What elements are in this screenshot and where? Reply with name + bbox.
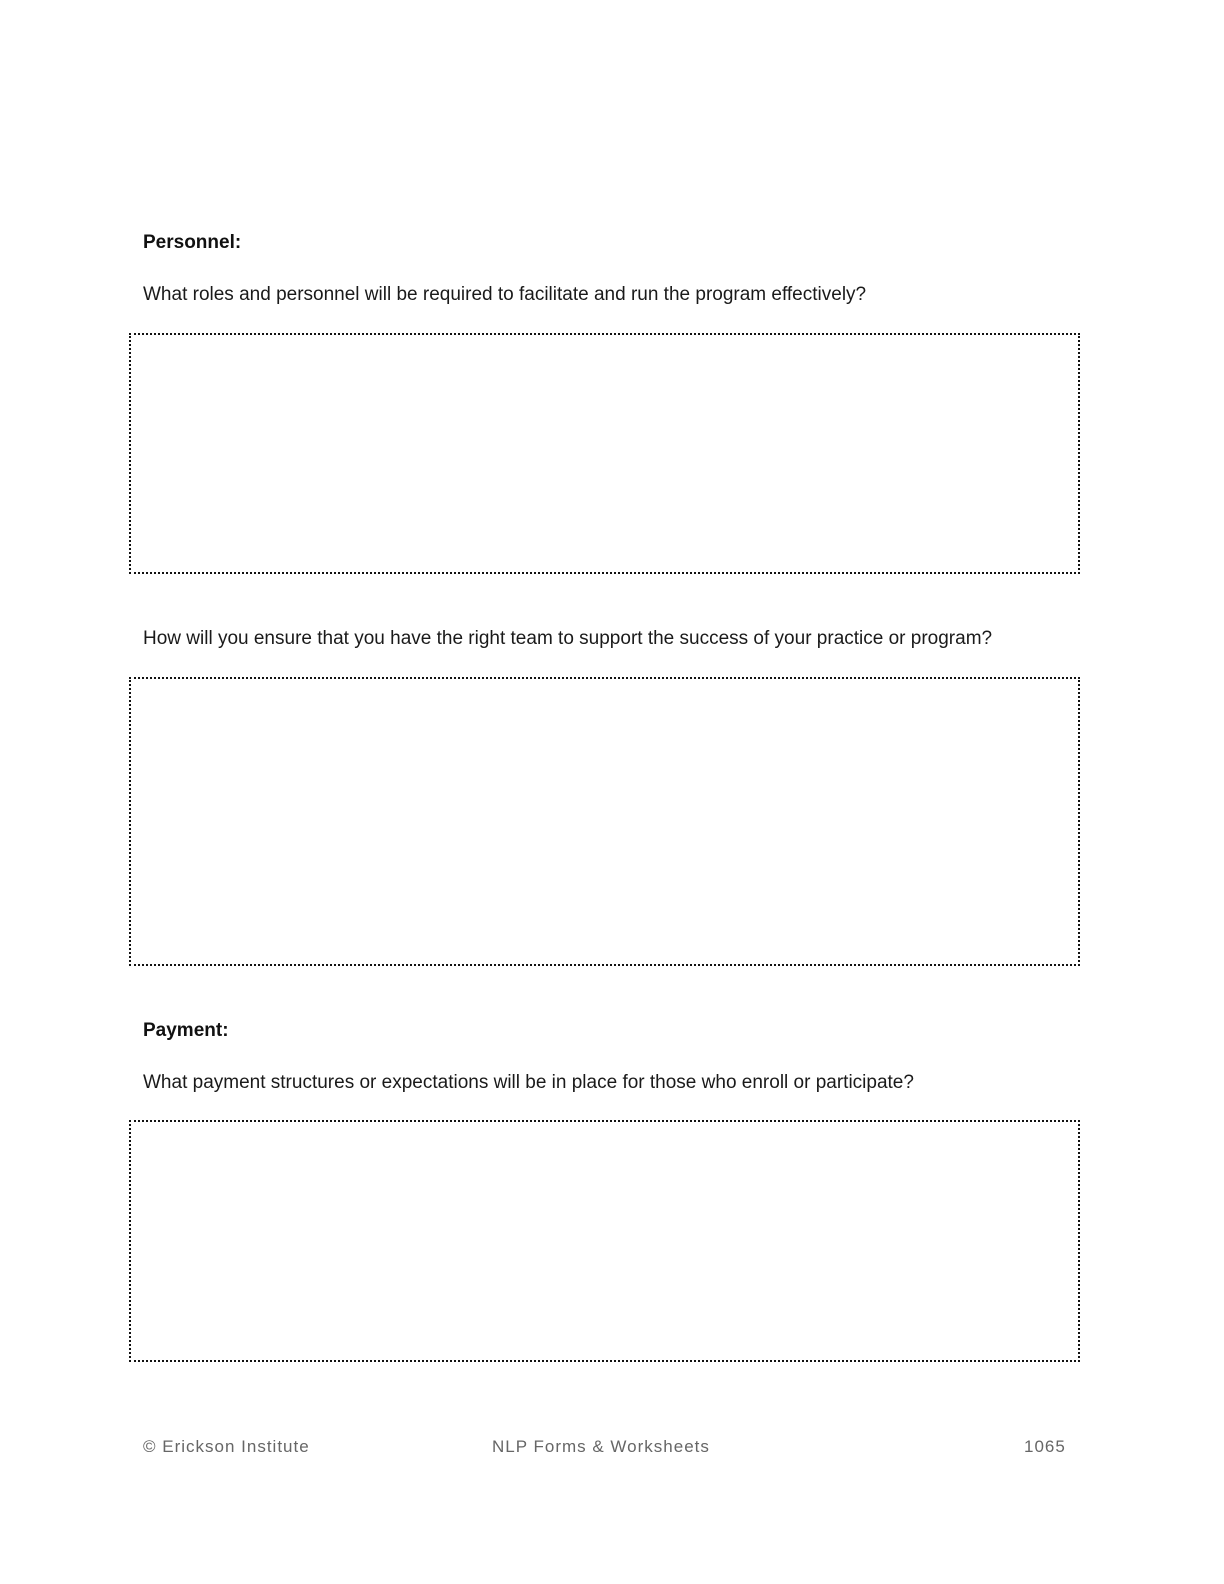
answer-box-right-team[interactable] (129, 677, 1080, 966)
question-roles-personnel: What roles and personnel will be required to facilitate and run the program effectively? (143, 284, 867, 305)
footer-page-number: 1065 (1024, 1437, 1066, 1456)
answer-box-payment-structures[interactable] (129, 1120, 1080, 1362)
question-payment-structures: What payment structures or expectations will be in place for those who enroll or participate? (143, 1072, 914, 1093)
footer-title: NLP Forms & Worksheets (492, 1437, 710, 1456)
footer-copyright: © Erickson Institute (143, 1437, 310, 1456)
section-heading-payment: Payment: (143, 1020, 229, 1041)
section-heading-personnel: Personnel: (143, 232, 242, 253)
answer-box-roles-personnel[interactable] (129, 333, 1080, 574)
question-right-team: How will you ensure that you have the right team to support the success of your practice or program? (143, 628, 993, 649)
